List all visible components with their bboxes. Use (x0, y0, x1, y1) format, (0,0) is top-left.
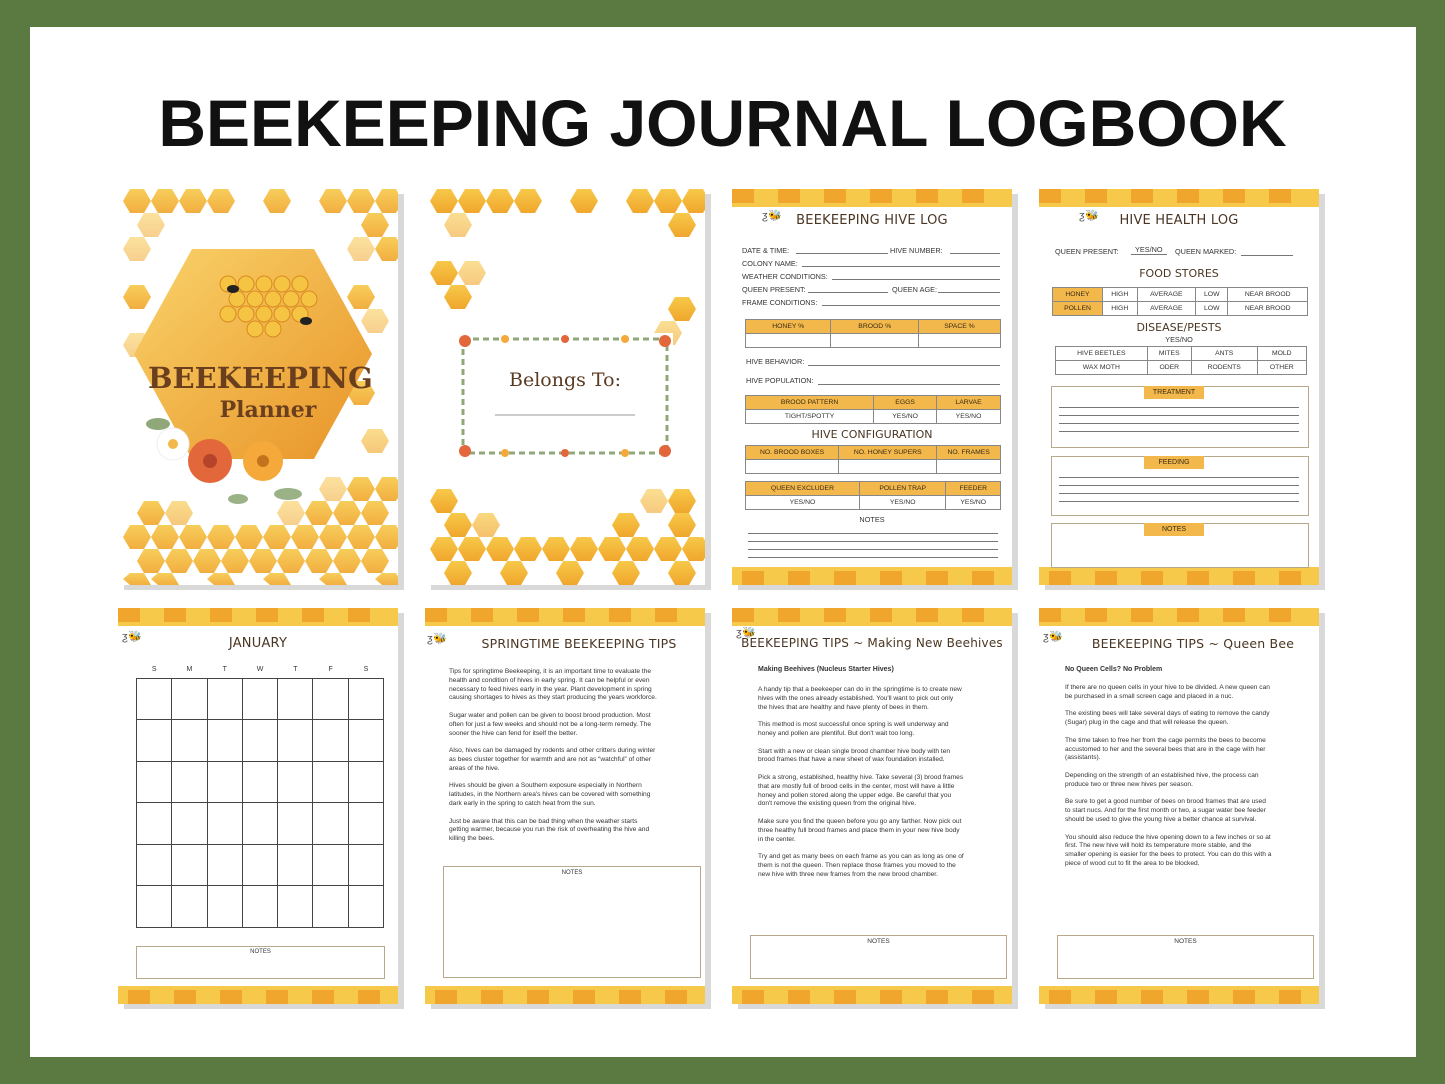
table-cell[interactable]: RODENTS (1191, 361, 1257, 375)
table-cell[interactable]: MITES (1147, 347, 1191, 361)
disease-pests-heading: DISEASE/PESTS (1136, 321, 1222, 334)
queen-marked-input-line[interactable] (1241, 255, 1293, 256)
day-cell[interactable] (207, 761, 242, 803)
calendar-page (118, 608, 398, 1004)
honeycomb-strip (425, 986, 705, 1004)
notes-line[interactable] (748, 533, 998, 534)
day-cell[interactable] (172, 761, 207, 803)
table-header: NO. HONEY SUPERS (839, 446, 937, 460)
notes-label: NOTES (867, 938, 890, 945)
hive-number-input-line[interactable] (950, 253, 1000, 254)
new-beehives-page (732, 608, 1012, 1004)
cover-page (118, 189, 398, 585)
feeding-line[interactable] (1059, 493, 1299, 494)
bee-icon: ƺ🐝 (762, 210, 782, 222)
table-cell[interactable]: NEAR BROOD (1228, 302, 1308, 316)
new-beehives-body: A handy tip that a beekeeper can do in the springtime is to create new hives with the ones already established. You'll want to pick out only the hives that are healthy and have plenty of bees in them. This method is most successful once spring is well underway and honey and pollen are plentiful. But don't wait too long. Start with a new or clean single brood chamber hive body with ten brood frames that have a new sheet of wax foundation installed. Pick a strong, established, healthy hive. Take several (3) brood frames that are mostly full of brood cells in the center, most will have a little honey and pollen stored along the upper edge. Be careful that you don't remove the existing queen from the original hive. Make sure you find the queen before you go any farther. Now pick out three healthy full brood frames and place them in your new hive body in the center. Try and get as many bees on each frame as you can as long as one of them is not the queen. Then replace those frames you moved to the new hive with three new frames from the new brood chamber. (758, 686, 964, 878)
weather-input-line[interactable] (832, 279, 1000, 280)
honeycomb-strip (118, 986, 398, 1004)
day-cell[interactable] (348, 678, 383, 720)
day-cell[interactable] (242, 803, 277, 845)
table-cell[interactable] (831, 334, 919, 348)
day-cell[interactable] (313, 886, 348, 928)
hive-log-title: BEEKEEPING HIVE LOG (796, 213, 948, 228)
table-header: NO. FRAMES (937, 446, 1001, 460)
treatment-line[interactable] (1059, 431, 1299, 432)
table-cell[interactable]: YES/NO (859, 496, 946, 510)
page-title: BEEKEEPING JOURNAL LOGBOOK (158, 86, 1287, 160)
table-header: NO. BROOD BOXES (746, 446, 839, 460)
day-cell[interactable] (242, 720, 277, 762)
day-cell[interactable] (348, 803, 383, 845)
notes-label: NOTES (1174, 938, 1197, 945)
field-label-queen-present: QUEEN PRESENT: (742, 285, 806, 294)
food-stores-table (1052, 287, 1308, 316)
field-label-population: HIVE POPULATION: (746, 376, 814, 385)
belongs-to-page (425, 189, 705, 585)
table-cell[interactable]: YES/NO (946, 496, 1001, 510)
table-cell[interactable]: YES/NO (937, 410, 1001, 424)
hive-config-heading: HIVE CONFIGURATION (811, 428, 933, 441)
honeycomb-strip (1039, 567, 1319, 585)
table-header: EGGS (874, 396, 937, 410)
day-cell[interactable] (348, 761, 383, 803)
day-cell[interactable] (137, 844, 172, 886)
weekday-header: W (242, 662, 277, 678)
notes-label: NOTES (250, 949, 271, 955)
month-title: JANUARY (228, 636, 288, 651)
day-cell[interactable] (313, 678, 348, 720)
table-cell[interactable]: ODER (1147, 361, 1191, 375)
queen-bee-subtitle: No Queen Cells? No Problem (1065, 666, 1163, 673)
table-cell[interactable]: NEAR BROOD (1228, 288, 1308, 302)
day-cell[interactable] (137, 803, 172, 845)
colony-input-line[interactable] (802, 266, 1000, 267)
frame-conditions-input-line[interactable] (822, 305, 1000, 306)
treatment-line[interactable] (1059, 415, 1299, 416)
field-label-date: DATE & TIME: (742, 246, 790, 255)
table-header: BROOD PATTERN (746, 396, 874, 410)
treatment-line[interactable] (1059, 423, 1299, 424)
day-cell[interactable] (278, 844, 313, 886)
table-header: HONEY (1053, 288, 1103, 302)
day-cell[interactable] (313, 844, 348, 886)
notes-line[interactable] (748, 557, 998, 558)
table-cell[interactable]: LOW (1196, 302, 1228, 316)
queen-present-value[interactable]: YES/NO (1131, 245, 1167, 255)
table-header: QUEEN EXCLUDER (746, 482, 860, 496)
honeycomb-strip (732, 986, 1012, 1004)
new-beehives-subtitle: Making Beehives (Nucleus Starter Hives) (758, 666, 894, 673)
table-header: POLLEN TRAP (859, 482, 946, 496)
treatment-label: TREATMENT (1144, 386, 1204, 399)
table-cell[interactable]: HIGH (1102, 302, 1137, 316)
table-cell[interactable]: AVERAGE (1137, 302, 1196, 316)
field-label-hive-number: HIVE NUMBER: (890, 246, 943, 255)
spring-tips-page (425, 608, 705, 1004)
notes-line[interactable] (748, 541, 998, 542)
table-cell[interactable]: MOLD (1257, 347, 1306, 361)
day-cell[interactable] (242, 844, 277, 886)
disease-yes-no: YES/NO (1165, 335, 1193, 344)
queen-bee-page (1039, 608, 1319, 1004)
honeycomb-strip (1039, 608, 1319, 626)
day-cell[interactable] (313, 720, 348, 762)
table-cell[interactable]: ANTS (1191, 347, 1257, 361)
table-header: POLLEN (1053, 302, 1103, 316)
day-cell[interactable] (207, 678, 242, 720)
queen-age-input-line[interactable] (938, 292, 1000, 293)
day-cell[interactable] (172, 720, 207, 762)
day-cell[interactable] (348, 886, 383, 928)
day-cell[interactable] (207, 720, 242, 762)
field-label-weather: WEATHER CONDITIONS: (742, 272, 828, 281)
behavior-input-line[interactable] (808, 365, 1000, 366)
cover-word-1: BEEKEEPING (148, 361, 373, 395)
table-header: SPACE % (918, 320, 1000, 334)
honeycomb-strip (118, 608, 398, 626)
table-cell[interactable]: HIVE BEETLES (1056, 347, 1148, 361)
honeycomb-strip (732, 608, 1012, 626)
table-cell[interactable] (746, 460, 839, 474)
table-cell[interactable]: TIGHT/SPOTTY (746, 410, 874, 424)
queen-marked-label: QUEEN MARKED: (1175, 247, 1237, 256)
table-cell[interactable] (918, 334, 1000, 348)
feeding-line[interactable] (1059, 477, 1299, 478)
field-label-queen-age: QUEEN AGE: (892, 285, 938, 294)
bee-icon: ƺ🐝 (427, 633, 447, 645)
queen-bee-title: BEEKEEPING TIPS ~ Queen Bee (1091, 636, 1295, 651)
notes-box[interactable] (443, 866, 701, 978)
queen-present-label: QUEEN PRESENT: (1055, 247, 1119, 256)
day-cell[interactable] (278, 761, 313, 803)
new-beehives-title: BEEKEEPING TIPS ~ Making New Beehives (741, 636, 1003, 650)
table-header: BROOD % (831, 320, 919, 334)
hive-health-log-page (1039, 189, 1319, 585)
day-cell[interactable] (207, 844, 242, 886)
food-stores-heading: FOOD STORES (1139, 267, 1219, 280)
table-cell[interactable]: YES/NO (874, 410, 937, 424)
weekday-header: S (348, 662, 383, 678)
table-cell[interactable]: LOW (1196, 288, 1228, 302)
table-cell[interactable]: AVERAGE (1137, 288, 1196, 302)
day-cell[interactable] (278, 678, 313, 720)
bee-icon: ƺ🐝 (736, 627, 756, 639)
table-cell[interactable]: HIGH (1102, 288, 1137, 302)
brood-table (745, 395, 1001, 424)
spring-tips-title: SPRINGTIME BEEKEEPING TIPS (481, 636, 677, 651)
table-cell[interactable] (746, 334, 831, 348)
table-header: FEEDER (946, 482, 1001, 496)
weekday-header: T (278, 662, 313, 678)
honeycomb-strip (1039, 189, 1319, 207)
spring-tips-body: Tips for springtime Beekeeping, it is an important time to evaluate the health and condition of hives in early spring. It can be helpful or even necessary to feed hives early in the year. Plant development in spring causing shortages to hives as they start producing the years workforce. Sugar water and pollen can be given to boost brood production. Most often for just a few weeks and should not be a long-term remedy. The sooner the hive can fend for itself the better. Also, hives can be damaged by rodents and other critters during winter as bees cluster together for warmth and are not as “watchful” of other areas of the hive. Hives should be given a Southern exposure especially in Northern latitudes, in the Northern area's hives can be covered with something dark early in the spring to catch heat from the sun. Just be aware that this can be bad thing when the weather starts getting warmer, because you run the risk of overheating the hive and killing the bees. (449, 668, 657, 843)
weekday-header: T (207, 662, 242, 678)
day-cell[interactable] (172, 844, 207, 886)
day-cell[interactable] (207, 803, 242, 845)
notes-label: NOTES (561, 870, 583, 876)
day-cell[interactable] (313, 803, 348, 845)
notes-label: NOTES (859, 515, 885, 524)
treatment-line[interactable] (1059, 407, 1299, 408)
queen-present-input-line[interactable] (808, 292, 888, 293)
disease-table (1055, 346, 1307, 375)
hive-log-page (732, 189, 1012, 585)
feeding-label: FEEDING (1144, 456, 1204, 469)
day-cell[interactable] (172, 803, 207, 845)
day-cell[interactable] (278, 803, 313, 845)
feeding-line[interactable] (1059, 501, 1299, 502)
calendar-grid (136, 662, 384, 928)
notes-label: NOTES (1144, 523, 1204, 536)
day-cell[interactable] (278, 886, 313, 928)
day-cell[interactable] (137, 678, 172, 720)
day-cell[interactable] (172, 678, 207, 720)
weekday-header: S (137, 662, 172, 678)
table-cell[interactable] (937, 460, 1001, 474)
day-cell[interactable] (313, 761, 348, 803)
table-header: HONEY % (746, 320, 831, 334)
weekday-header: M (172, 662, 207, 678)
day-cell[interactable] (242, 678, 277, 720)
day-cell[interactable] (242, 886, 277, 928)
day-cell[interactable] (348, 720, 383, 762)
config-table (745, 445, 1001, 474)
queen-bee-body: If there are no queen cells in your hive to be divided. A new queen can be purchased in a small screen cage and placed in a nuc. The existing bees will take several days of eating to remove the candy (Sugar) plug in the cage and that will release the queen. The time taken to free her from the cage permits the bees to become accustomed to her and the several bees that are in the cage with her (assistants). Depending on the strength of an established hive, the process can produce two or three new hives per season. Be sure to get a good number of bees on brood frames that are used to start nucs. And for the first month or two, a sugar water bee feeder should be used to give the young hive a better chance at survival. You should also reduce the hive opening down to a few inches or so at first. The new hive will hold its temperature more stable, and the smaller opening is easier for the bees to protect. You can do this with a piece of wood cut to fit the area to be blocked. (1065, 684, 1272, 867)
field-label-frame-conditions: FRAME CONDITIONS: (742, 298, 818, 307)
day-cell[interactable] (137, 761, 172, 803)
day-cell[interactable] (278, 720, 313, 762)
day-cell[interactable] (137, 886, 172, 928)
cover-word-2: Planner (219, 397, 317, 423)
table-cell[interactable]: YES/NO (746, 496, 860, 510)
table-cell[interactable]: OTHER (1257, 361, 1306, 375)
percent-table (745, 319, 1001, 348)
equipment-table (745, 481, 1001, 510)
bee-icon: ƺ🐝 (1043, 631, 1063, 643)
weekday-header: F (313, 662, 348, 678)
honeycomb-strip (732, 189, 1012, 207)
belongs-to-label: Belongs To: (509, 369, 621, 391)
field-label-behavior: HIVE BEHAVIOR: (746, 357, 805, 366)
population-input-line[interactable] (818, 384, 1000, 385)
table-cell[interactable] (839, 460, 937, 474)
day-cell[interactable] (348, 844, 383, 886)
field-label-colony: COLONY NAME: (742, 259, 798, 268)
table-header: LARVAE (937, 396, 1001, 410)
table-cell[interactable]: WAX MOTH (1056, 361, 1148, 375)
day-cell[interactable] (172, 886, 207, 928)
date-input-line[interactable] (796, 253, 888, 254)
notes-line[interactable] (748, 549, 998, 550)
bee-icon: ƺ🐝 (122, 631, 142, 643)
bee-icon: ƺ🐝 (1079, 210, 1099, 222)
day-cell[interactable] (242, 761, 277, 803)
honeycomb-strip (732, 567, 1012, 585)
day-cell[interactable] (207, 886, 242, 928)
honeycomb-strip (425, 608, 705, 626)
day-cell[interactable] (137, 720, 172, 762)
feeding-line[interactable] (1059, 485, 1299, 486)
honeycomb-strip (1039, 986, 1319, 1004)
hive-health-title: HIVE HEALTH LOG (1119, 213, 1239, 228)
